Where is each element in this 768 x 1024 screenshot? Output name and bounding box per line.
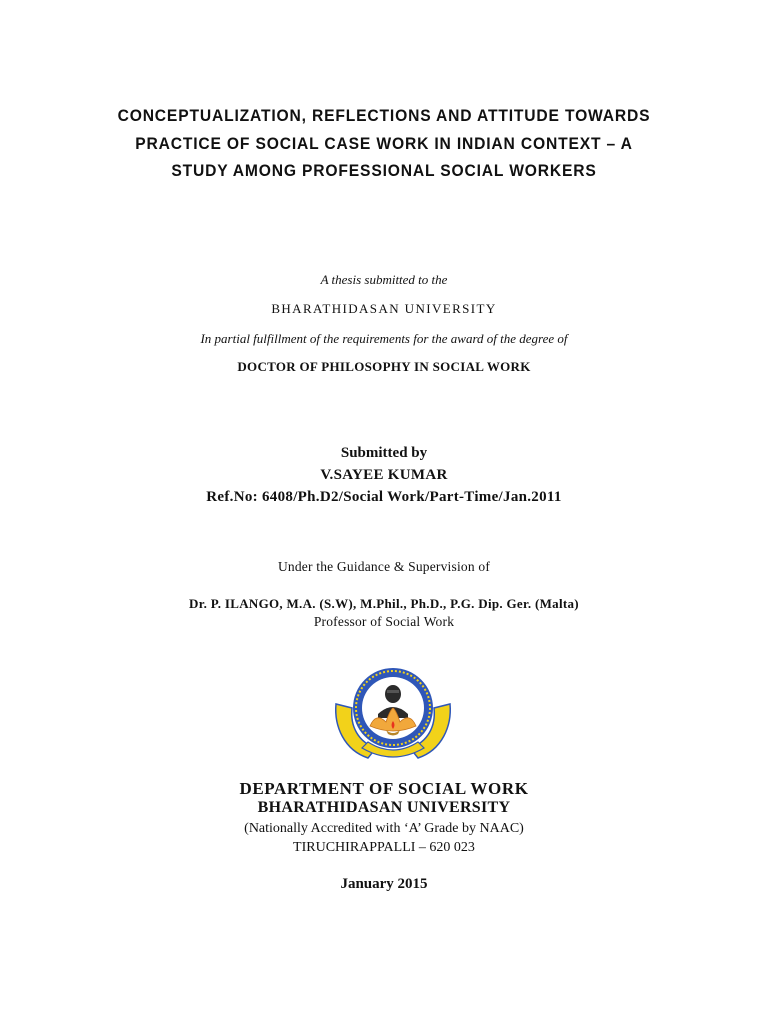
guidance-intro: Under the Guidance & Supervision of (277, 559, 491, 574)
submission-fulfillment: In partial fulfillment of the requirements for the award of the degree of (200, 331, 568, 346)
emblem-portrait-head (385, 685, 401, 703)
author-name: V.SAYEE KUMAR (320, 467, 448, 483)
guide-designation: Professor of Social Work (313, 614, 455, 629)
degree-name: DOCTOR OF PHILOSOPHY IN SOCIAL WORK (237, 359, 531, 374)
submission-date: January 2015 (340, 876, 428, 892)
university-address: TIRUCHIRAPPALLI – 620 023 (293, 840, 475, 855)
emblem-portrait-glasses (387, 690, 399, 693)
submission-university: BHARATHIDASAN UNIVERSITY (271, 301, 497, 316)
accreditation-note: (Nationally Accredited with ‘A’ Grade by NAAC) (244, 821, 524, 836)
submission-intro: A thesis submitted to the (320, 272, 448, 287)
department-name: DEPARTMENT OF SOCIAL WORK (239, 779, 529, 798)
thesis-title-line-1: CONCEPTUALIZATION, REFLECTIONS AND ATTITUDE TOWARDS (117, 106, 651, 125)
reference-number: Ref.No: 6408/Ph.D2/Social Work/Part-Time/Jan.2011 (206, 489, 562, 505)
thesis-title-line-2: PRACTICE OF SOCIAL CASE WORK IN INDIAN CONTEXT – A (135, 134, 633, 153)
university-emblem-icon (332, 664, 454, 764)
guide-name: Dr. P. ILANGO, M.A. (S.W), M.Phil., Ph.D., P.G. Dip. Ger. (Malta) (189, 596, 579, 611)
submitted-by-label: Submitted by (340, 445, 428, 461)
department-university: BHARATHIDASAN UNIVERSITY (257, 799, 511, 816)
thesis-title-line-3: STUDY AMONG PROFESSIONAL SOCIAL WORKERS (171, 161, 597, 180)
